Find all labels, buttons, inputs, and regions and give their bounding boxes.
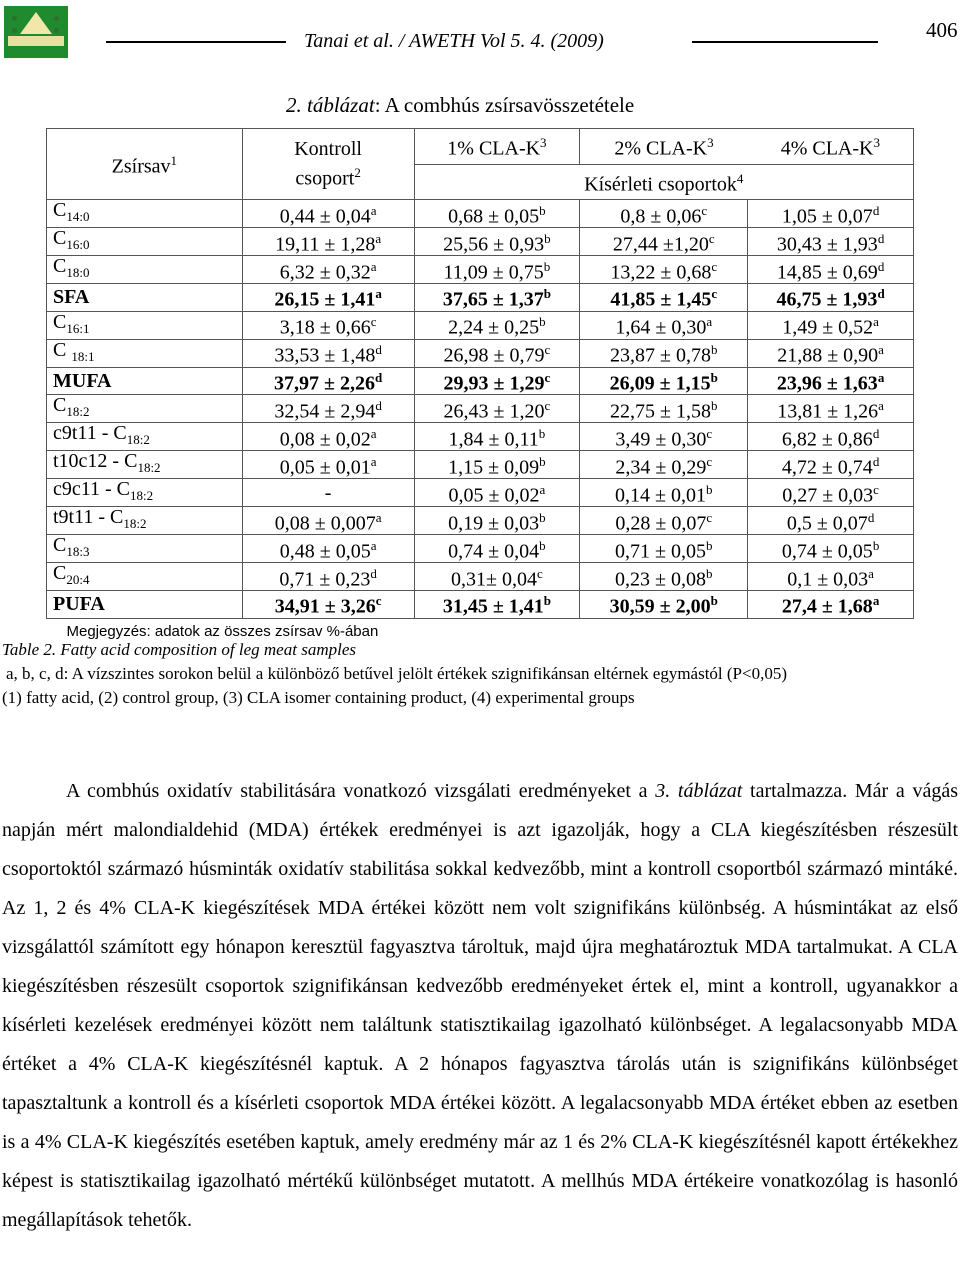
value-cell: 32,54 ± 2,94$^d$ [242,395,414,423]
table-row [47,228,914,256]
value-cell: 13,81 ± 1,26$^a$ [748,395,914,423]
value-cell: 19,11 ± 1,28$^a$ [242,228,414,256]
value-cell: 2,34 ± 0,29$^c$ [580,451,748,479]
value-cell: 0,14 ± 0,01$^b$ [580,479,748,507]
fatty-acid-label: $C_{18:2}$ [47,395,243,423]
running-title: Tanai et al. / AWETH Vol 5. 4. (2009) [304,30,604,52]
table-row [47,479,914,507]
value-cell: 1,49 ± 0,52$^a$ [748,311,914,339]
fatty-acid-table [46,128,914,645]
value-cell: 14,85 ± 0,69$^d$ [748,256,914,284]
value-cell: 6,32 ± 0,32$^a$ [242,256,414,284]
value-cell: 1,05 ± 0,07$^d$ [748,200,914,228]
value-cell: 0,74 ± 0,04$^b$ [414,535,580,563]
value-cell: 0,71 ± 0,05$^b$ [580,535,748,563]
value-cell: 0,68 ± 0,05$^b$ [414,200,580,228]
value-cell: 23,87 ± 0,78$^b$ [580,339,748,367]
fatty-acid-label: $t10c12 - C_{18:2}$ [47,451,243,479]
table-caption-english: Table 2. Fatty acid composition of leg meat samples [2,640,356,659]
value-cell: 0,05 ± 0,01$^a$ [242,451,414,479]
body-paragraph: A combhús oxidatív stabilitására vonatkozó vizsgálati eredményeket a 3. táblázat tartalmazza. Már a vágás napján mért malondialdehid (MDA) értékek eredményei is azt igazolják, hogy a CLA kiegészítésben részesült csoportoktól származó húsminták oxidatív stabilitása sokkal kedvezőbb, mint a kontroll csoportból származó mintáké. Az 1, 2 és 4% CLA-K kiegészítések MDA értékei között nem volt szignifikáns különbség. A húsmintákat az első vizsgálattól számított egy hónapon keresztül fagyasztva tároltuk, majd újra meghatároztuk MDA tartalmukat. A CLA kiegészítésben részesült csoportok szignifikánsan kedvezőbb eredményeket értek el, mint a kontroll, ugyanakkor a kísérleti kezelések eredményei között nem találtunk statisztikailag igazolható különbséget. A legalacsonyabb MDA értéket a 4% CLA-K kiegészítésnél kaptuk. A 2 hónapos fagyasztva tárolás után is szignifikáns különbséget tapasztaltunk a kontroll és a kísérleti csoportok MDA értékei között. A legalacsonyabb MDA értéket ebben az esetben is a 4% CLA-K kiegészítés esetében kaptuk, amely eredmény már az 1 és 2% CLA-K kiegészítésnél kapott értékekhez képest is statisztikailag igazolható mértékű különbséget mutatott. A mellhús MDA értékeire vonatkozólag is hasonló megállapítások tehetők. [2,780,959,1231]
value-cell: 26,98 ± 0,79$^c$ [414,339,580,367]
table-row [47,563,914,591]
value-cell: 33,53 ± 1,48$^d$ [242,339,414,367]
fatty-acid-label: $t9t11 - C_{18:2}$ [47,507,243,535]
table-footnote: Megjegyzés: adatok az összes zsírsav %-ában [47,618,914,645]
fatty-acid-label: $C_{18:3}$ [47,535,243,563]
value-cell: 21,88 ± 0,90$^a$ [748,339,914,367]
table-row [47,367,914,395]
value-cell: 11,09 ± 0,75$^b$ [414,256,580,284]
value-cell: 0,08 ± 0,007$^a$ [242,507,414,535]
significance-note: a, b, c, d: A vízszintes sorokon belül a különböző betűvel jelölt értékek szignifikánsan eltérnek egymástól (P<0,05) [6,664,788,683]
value-cell: 0,28 ± 0,07$^c$ [580,507,748,535]
table-row [47,507,914,535]
value-cell: 0,48 ± 0,05$^a$ [242,535,414,563]
value-cell: 0,8 ± 0,06$^c$ [580,200,748,228]
value-cell: 26,15 ± 1,41$^a$ [242,284,414,312]
value-cell: - [242,479,414,507]
table-row [47,423,914,451]
value-cell: 27,44 ±1,20$^c$ [580,228,748,256]
value-cell: 22,75 ± 1,58$^b$ [580,395,748,423]
value-cell: 0,1 ± 0,03$^a$ [748,563,914,591]
page-number: 406 [926,18,958,42]
body-text [2,772,958,1240]
value-cell: 31,45 ± 1,41$^b$ [414,591,580,619]
value-cell: 0,44 ± 0,04$^a$ [242,200,414,228]
fatty-acid-label: PUFA [47,591,243,619]
fatty-acid-label: MUFA [47,367,243,395]
header-control: Kontroll csoport$^2$ [242,129,414,200]
header-cla1: 1% CLA-$K^3$ [414,129,580,165]
fatty-acid-label: $C_{18:0}$ [47,256,243,284]
header-cla2: 2% CLA-$K^3$ [580,129,748,165]
value-cell: 1,64 ± 0,30$^a$ [580,311,748,339]
journal-logo [4,6,68,58]
legend-note: (1) fatty acid, (2) control group, (3) CLA isomer containing product, (4) experimental groups [2,688,635,707]
table-row [47,395,914,423]
value-cell: 46,75 ± 1,93$^d$ [748,284,914,312]
table-title: 2. táblázat: A combhús zsírsavösszetétele [286,93,635,117]
value-cell: 0,31± 0,04$^c$ [414,563,580,591]
value-cell: 37,65 ± 1,37$^b$ [414,284,580,312]
fatty-acid-label: C $_{18:1}$ [47,339,243,367]
value-cell: 4,72 ± 0,74$^d$ [748,451,914,479]
value-cell: 13,22 ± 0,68$^c$ [580,256,748,284]
value-cell: 3,49 ± 0,30$^c$ [580,423,748,451]
table-row [47,451,914,479]
value-cell: 23,96 ± 1,63$^a$ [748,367,914,395]
value-cell: 2,24 ± 0,25$^b$ [414,311,580,339]
table-row [47,284,914,312]
value-cell: 6,82 ± 0,86$^d$ [748,423,914,451]
table-row [47,591,914,619]
header-rule-left [106,41,286,43]
value-cell: 41,85 ± 1,45$^c$ [580,284,748,312]
value-cell: 30,59 ± 2,00$^b$ [580,591,748,619]
value-cell: 0,19 ± 0,03$^b$ [414,507,580,535]
table-row [47,256,914,284]
header-cla4: 4% CLA-$K^3$ [748,129,914,165]
value-cell: 0,05 ± 0,02$^a$ [414,479,580,507]
table-row [47,339,914,367]
header-experimental: Kísérleti csoportok$^4$ [414,164,913,200]
fatty-acid-label: $c9t11 - C_{18:2}$ [47,423,243,451]
fatty-acid-label: $C_{16:1}$ [47,311,243,339]
value-cell: 1,15 ± 0,09$^b$ [414,451,580,479]
table-row [47,535,914,563]
value-cell: 27,4 ± 1,68$^a$ [748,591,914,619]
value-cell: 0,74 ± 0,05$^b$ [748,535,914,563]
value-cell: 0,23 ± 0,08$^b$ [580,563,748,591]
header-fatty-acid: Zsírsav$^1$ [47,129,243,200]
fatty-acid-label: SFA [47,284,243,312]
fatty-acid-label: $C_{20:4}$ [47,563,243,591]
fatty-acid-label: $C_{16:0}$ [47,228,243,256]
fatty-acid-label: $C_{14:0}$ [47,200,243,228]
header-rule-right [692,41,878,43]
table-reference: 3. táblázat [655,780,743,802]
value-cell: 0,5 ± 0,07$^d$ [748,507,914,535]
table-row [47,200,914,228]
fatty-acid-label: $c9c11 - C_{18:2}$ [47,479,243,507]
value-cell: 26,43 ± 1,20$^c$ [414,395,580,423]
value-cell: 26,09 ± 1,15$^b$ [580,367,748,395]
value-cell: 0,27 ± 0,03$^c$ [748,479,914,507]
value-cell: 0,08 ± 0,02$^a$ [242,423,414,451]
value-cell: 25,56 ± 0,93$^b$ [414,228,580,256]
value-cell: 30,43 ± 1,93$^d$ [748,228,914,256]
table-row [47,311,914,339]
value-cell: 0,71 ± 0,23$^d$ [242,563,414,591]
value-cell: 1,84 ± 0,11$^b$ [414,423,580,451]
value-cell: 29,93 ± 1,29$^c$ [414,367,580,395]
value-cell: 3,18 ± 0,66$^c$ [242,311,414,339]
value-cell: 37,97 ± 2,26$^d$ [242,367,414,395]
value-cell: 34,91 ± 3,26$^c$ [242,591,414,619]
